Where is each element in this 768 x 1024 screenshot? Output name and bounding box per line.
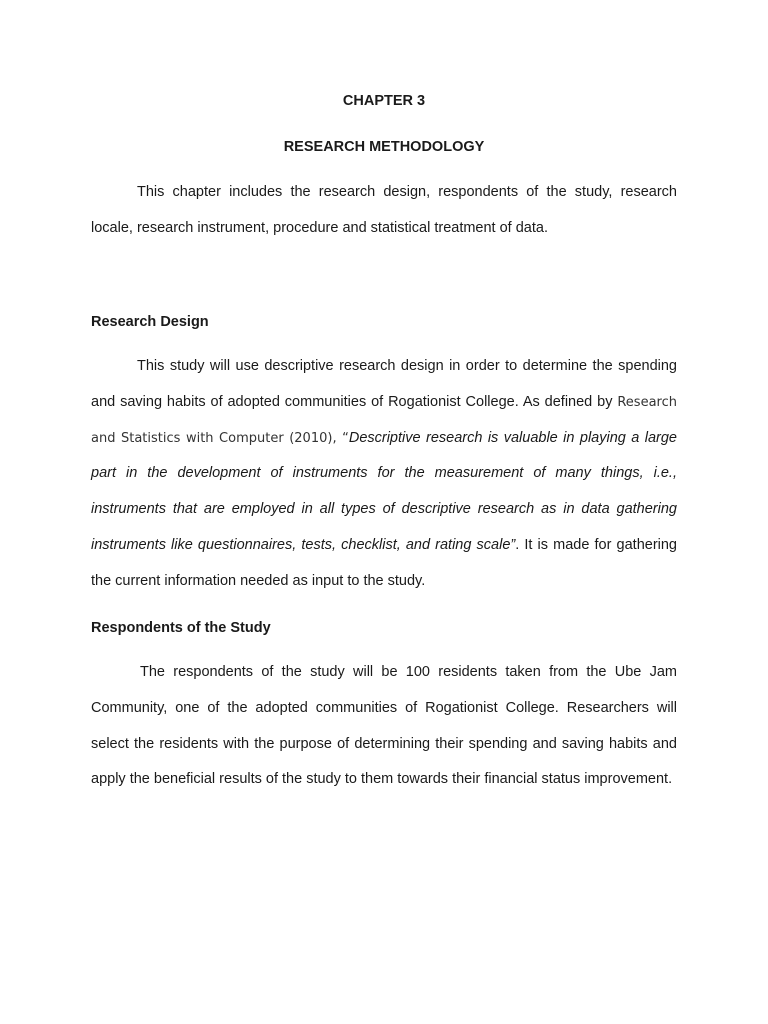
research-design-text-conclusion: . It is made for gathering the current information needed as input to the study.: [91, 536, 677, 589]
research-design-paragraph: [91, 349, 677, 600]
intro-paragraph: This chapter includes the research design, respondents of the study, research locale, research instrument, procedure and statistical treatment of data.: [91, 184, 677, 236]
chapter-title-heading: RESEARCH METHODOLOGY: [283, 139, 485, 155]
descriptive-research-quote: Descriptive research is valuable in playing a large part in the development of instruments for the measurement of many things, i.e., instruments that are employed in all types of descriptive research as in data gathering instruments like questionnaires, tests, checklist, and rating scale”: [91, 429, 677, 553]
research-design-text-intro: This study will use descriptive research design in order to determine the spending and saving habits of adopted communities of Rogationist College. As defined by: [91, 358, 677, 410]
chapter-number-heading: CHAPTER 3: [342, 93, 426, 109]
research-design-heading: Research Design: [91, 314, 209, 330]
citation-reference: Research and Statistics with Computer (2010), “: [91, 394, 677, 446]
respondents-paragraph: The respondents of the study will be 100 residents taken from the Ube Jam Community, one of the adopted communities of Rogationist College. Researchers will select the residents with the purpose of determining their spending and saving habits and apply the beneficial results of the study to them towards their financial status improvement.: [91, 664, 677, 788]
respondents-heading: Respondents of the Study: [91, 620, 271, 636]
